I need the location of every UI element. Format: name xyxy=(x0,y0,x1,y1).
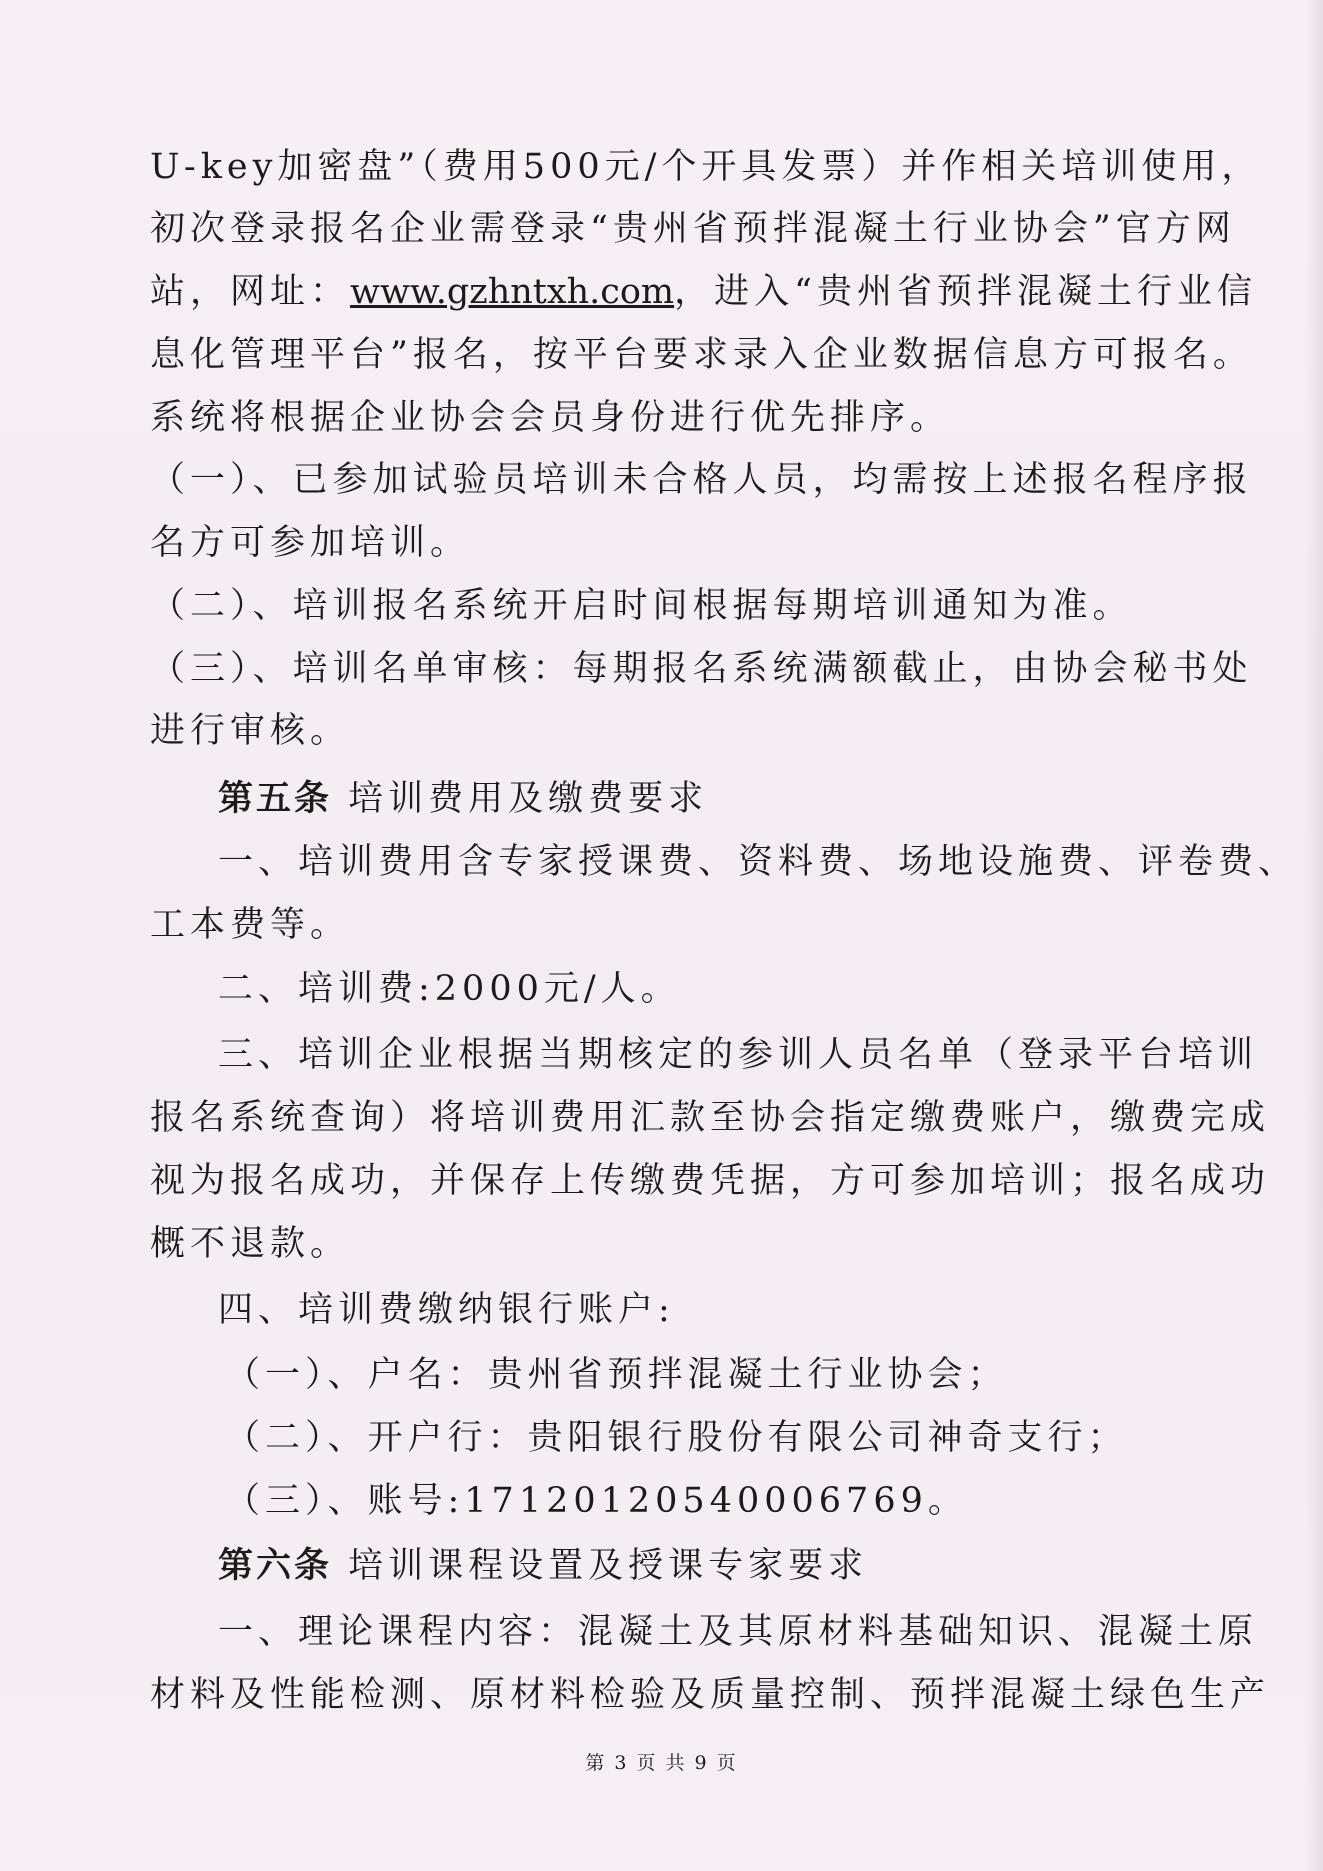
text-line-14: 二、培训费:2000元/人。 xyxy=(218,969,681,1009)
text-line-24: 一、理论课程内容：混凝土及其原材料基础知识、混凝土原 xyxy=(218,1612,1259,1652)
text-line-9: （三）、培训名单审核：每期报名系统满额截止，由协会秘书处 xyxy=(150,649,1253,689)
text-line-5: 系统将根据企业协会会员身份进行优先排序。 xyxy=(150,398,951,438)
text-line-12: 一、培训费用含专家授课费、资料费、场地设施费、评卷费、 xyxy=(218,842,1299,882)
text-line-22: （三）、账号:17120120540006769。 xyxy=(225,1481,968,1521)
text-line-21: （二）、开户行：贵阳银行股份有限公司神奇支行； xyxy=(225,1418,1128,1458)
scan-edge xyxy=(1305,0,1323,1871)
article-6-title: 培训课程设置及授课专家要求 xyxy=(332,1546,869,1586)
article-5-title: 培训费用及缴费要求 xyxy=(332,779,709,819)
article-5-heading xyxy=(218,775,1238,823)
text-line-17: 视为报名成功，并保存上传缴费凭据，方可参加培训；报名成功 xyxy=(150,1161,1271,1201)
text-line-1: U-key加密盘”（费用500元/个开具发票）并作相关培训使用， xyxy=(150,147,1262,187)
article-5-number: 第五条 xyxy=(218,778,333,819)
article-6-number: 第六条 xyxy=(218,1545,333,1586)
website-link[interactable]: www.gzhntxh.com xyxy=(350,272,675,312)
text-line-8: （二）、培训报名系统开启时间根据每期培训通知为准。 xyxy=(150,586,1133,626)
text-line-19: 四、培训费缴纳银行账户: xyxy=(218,1290,675,1330)
text-segment: 站，网址： xyxy=(150,272,351,312)
text-line-20: （一）、户名：贵州省预拌混凝土行业协会； xyxy=(225,1355,1008,1395)
text-line-4: 息化管理平台”报名，按平台要求录入企业数据信息方可报名。 xyxy=(150,335,1253,375)
text-line-3 xyxy=(150,268,1258,316)
article-6-heading xyxy=(218,1542,1238,1590)
text-line-13: 工本费等。 xyxy=(150,905,351,945)
text-line-25: 材料及性能检测、原材料检验及质量控制、预拌混凝土绿色生产 xyxy=(150,1675,1271,1715)
text-segment: ，进入“贵州省预拌混凝土行业信 xyxy=(674,272,1258,312)
text-line-16: 报名系统查询）将培训费用汇款至协会指定缴费账户，缴费完成 xyxy=(150,1098,1271,1138)
text-line-6: （一）、已参加试验员培训未合格人员，均需按上述报名程序报 xyxy=(150,460,1253,500)
page-number-footer: 第 3 页 共 9 页 xyxy=(585,1752,738,1774)
text-line-2: 初次登录报名企业需登录“贵州省预拌混凝土行业协会”官方网 xyxy=(150,209,1236,249)
text-line-18: 概不退款。 xyxy=(150,1224,351,1264)
text-line-7: 名方可参加培训。 xyxy=(150,523,471,563)
text-line-10: 进行审核。 xyxy=(150,711,351,751)
text-line-15: 三、培训企业根据当期核定的参训人员名单（登录平台培训 xyxy=(218,1035,1259,1075)
